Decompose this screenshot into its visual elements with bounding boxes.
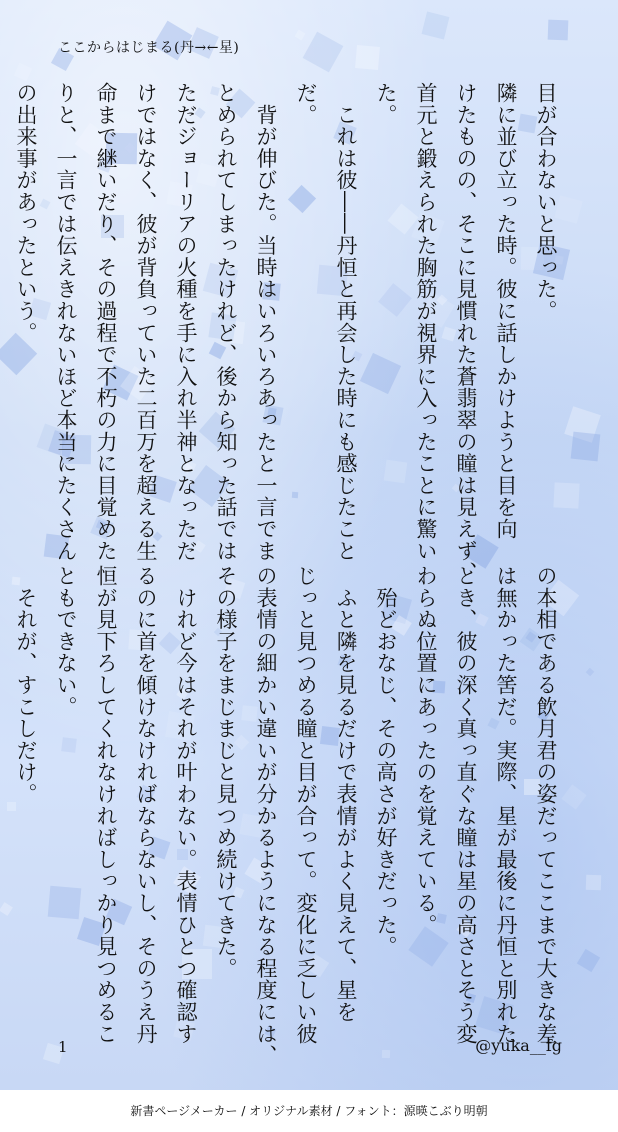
text-column: 恒が見下ろしてくれなければしっかり見つめるこ	[94, 565, 118, 1045]
decorative-square	[548, 20, 569, 41]
author-handle: @yuka__fg	[475, 1036, 562, 1055]
text-column: じっと見つめる瞳と目が合って。変化に乏しい彼	[294, 565, 318, 1045]
text-column: の表情の細かい違いが分かるようになる程度には、	[254, 565, 278, 1067]
text-column: 目が合わないと思った。	[534, 82, 558, 322]
text-column: とき、彼の深く真っ直ぐな瞳は星の高さとそう変	[454, 565, 478, 1045]
text-column: とめられてしまったけれど、後から知った話では	[214, 82, 238, 562]
text-column: その様子をまじまじと見つめ続けてきた。	[214, 565, 238, 980]
text-column: ただジョーリアの火種を手に入れ半神となっただ	[174, 82, 198, 562]
text-column: ともできない。	[54, 565, 78, 718]
decorative-square	[14, 63, 32, 81]
text-column: 殆どおなじ、その高さが好きだった。	[374, 565, 398, 958]
decorative-square	[295, 30, 306, 41]
text-column: ふと隣を見るだけで表情がよく見えて、星を	[334, 565, 358, 1023]
decorative-square	[303, 32, 344, 73]
decorative-square	[586, 875, 602, 891]
decorative-square	[586, 668, 594, 676]
text-column	[0, 82, 6, 534]
text-column: それが、すこしだけ。	[14, 565, 38, 805]
text-column: 首元と鍛えられた胸筋が視界に入ったことに驚い	[414, 82, 438, 562]
text-column: 隣に並び立った時。彼に話しかけようと目を向	[494, 82, 518, 540]
decorative-square	[355, 45, 380, 70]
decorative-square	[382, 1050, 390, 1058]
text-column: るのに首を傾けなければならないし、そのうえ丹	[134, 565, 158, 1045]
text-column: わらぬ位置にあったのを覚えている。	[414, 565, 438, 936]
text-column: りと、一言では伝えきれないほど本当にたくさん	[54, 82, 78, 562]
text-column: の出来事があったという。	[14, 82, 38, 344]
text-column: けではなく、彼が背負っていた二百万を超える生	[134, 82, 158, 562]
text-column: 命まで継いだり、その過程で不朽の力に目覚めた	[94, 82, 118, 562]
text-column: これは彼――丹恒と再会した時にも感じたこと	[334, 82, 358, 562]
page-title: ここからはじまる(丹→←星)	[58, 40, 240, 56]
footer-credit: 新書ページメーカー / オリジナル素材 / フォント：源暎こぶり明朝	[0, 1090, 618, 1132]
text-column: けれど今はそれが叶わない。表情ひとつ確認す	[174, 565, 198, 1045]
page-number: 1	[58, 1038, 68, 1056]
text-column: 背が伸びた。当時はいろいろあったと一言でま	[254, 82, 278, 562]
text-block-top	[14, 82, 566, 584]
text-column: た。	[374, 82, 398, 126]
text-column: だ。	[294, 82, 318, 126]
decorative-square	[577, 949, 600, 972]
text-column: の本相である飲月君の姿だってここまで大きな差	[534, 565, 558, 1045]
text-column: けたものの、そこに見慣れた蒼翡翠の瞳は見えず、	[454, 82, 478, 584]
decorative-square	[422, 12, 450, 40]
text-column: は無かった筈だ。実際、星が最後に丹恒と別れた	[494, 565, 518, 1045]
decorative-square	[571, 432, 601, 462]
